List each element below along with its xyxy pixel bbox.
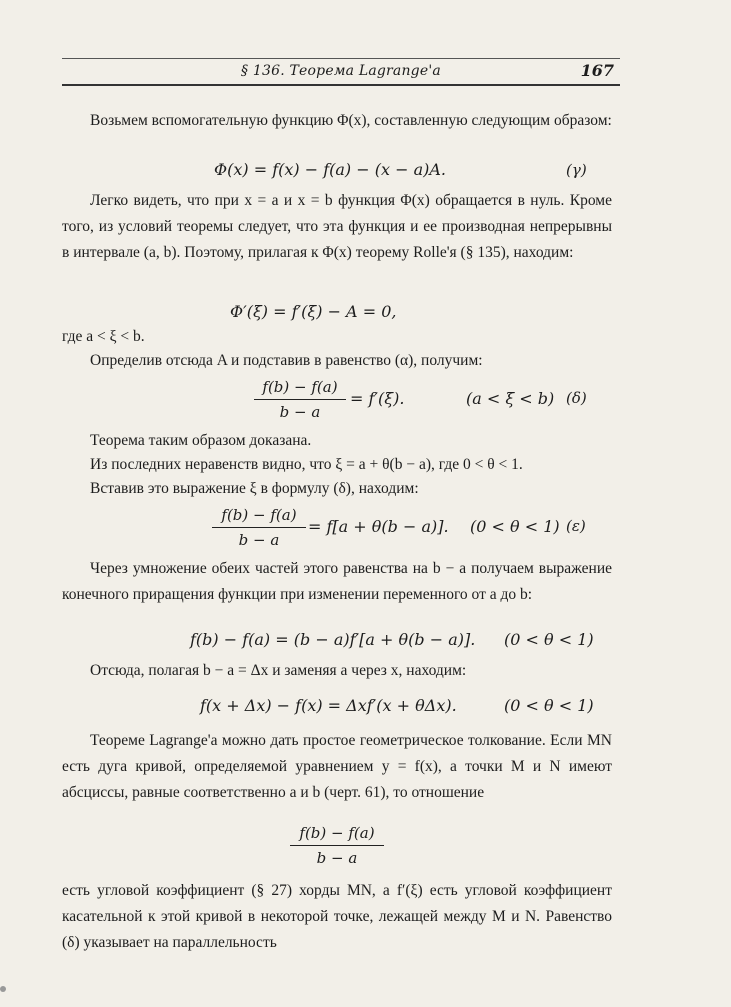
equation-tag-gamma: (γ) [566,161,587,179]
fraction-epsilon-numerator: f(b) − f(a) [221,506,297,524]
fraction-epsilon-denominator: b − a [238,531,280,549]
equation-tag-delta: (δ) [566,389,587,407]
fraction-delta [254,376,346,423]
fraction-chord-numerator: f(b) − f(a) [299,824,375,842]
paragraph-3: где a < ξ < b. [62,328,145,345]
page-number: 167 [580,61,614,80]
equation-tag-epsilon: (ε) [566,517,586,535]
paragraph-6: Из последних неравенств видно, что ξ = a + θ(b − a), где 0 < θ < 1. [90,456,523,473]
equation-increment: f(b) − f(a) = (b − a)f′[a + θ(b − a)]. [190,630,476,649]
running-header [62,58,620,86]
equation-delta-condition: (a < ξ < b) [466,389,555,408]
paragraph-9: Отсюда, полагая b − a = Δx и заменяя a через x, находим: [90,662,467,679]
paragraph-11: есть угловой коэффициент (§ 27) хорды MN, а f′(ξ) есть угловой коэффициент касательной к этой кривой в некоторой точке, лежащей между M и N. Равенство (δ) указывает на параллельность [62,882,612,951]
paragraph-10: Теореме Lagrange'а можно дать простое геометрическое толкование. Если MN есть дуга кривой, определяемой уравнением y = f(x), а точки M и N имеют абсциссы, равные соответственно a и b (черт. 61), то отношение [62,732,612,801]
equation-increment-condition: (0 < θ < 1) [504,630,594,649]
equation-rolle: Φ′(ξ) = f′(ξ) − A = 0, [230,302,397,321]
equation-delta-rhs: = f′(ξ). [350,389,405,408]
paragraph-7: Вставив это выражение ξ в формулу (δ), находим: [90,480,419,497]
paragraph-5: Теорема таким образом доказана. [90,432,312,449]
paragraph-2: Легко видеть, что при x = a и x = b функция Φ(x) обращается в нуль. Кроме того, из условий теоремы следует, что эта функция и ее производная непрерывны в интервале (a, b). Поэтому, прилагая к Φ(x) теорему Rolle'я (§ 135), находим: [62,192,612,261]
equation-epsilon-condition: (0 < θ < 1) [470,517,560,536]
equation-epsilon-rhs: = f[a + θ(b − a)]. [308,517,449,536]
scan-mark [0,986,6,992]
fraction-delta-numerator: f(b) − f(a) [262,378,338,396]
equation-delta-x: f(x + Δx) − f(x) = Δxf′(x + θΔx). [200,696,457,715]
paragraph-8: Через умножение обеих частей этого равенства на b − a получаем выражение конечного приращения функции при изменении переменного от a до b: [62,560,612,603]
header-rule-bottom [62,84,620,86]
header-title: § 136. Теорема Lagrange'а [241,63,441,79]
fraction-chord-denominator: b − a [316,849,358,867]
paragraph-4: Определив отсюда A и подставив в равенство (α), получим: [90,352,483,369]
fraction-delta-bar [254,399,346,400]
equation-gamma: Φ(x) = f(x) − f(a) − (x − a)A. [214,160,446,179]
fraction-epsilon-bar [212,527,306,528]
fraction-delta-denominator: b − a [279,403,321,421]
fraction-epsilon [212,504,306,551]
fraction-chord-slope [290,822,384,869]
paragraph-1: Возьмем вспомогательную функцию Φ(x), составленную следующим образом: [90,112,612,129]
fraction-chord-bar [290,845,384,846]
header-rule-top [62,58,620,59]
equation-delta-x-condition: (0 < θ < 1) [504,696,594,715]
